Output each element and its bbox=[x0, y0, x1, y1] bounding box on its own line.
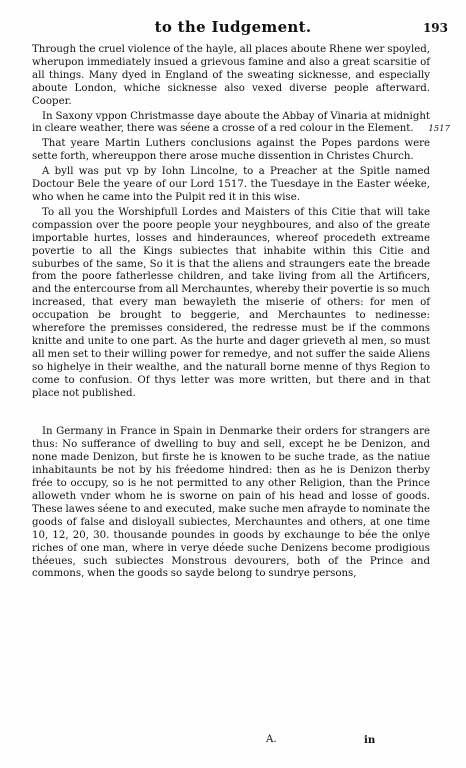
paragraph-luther-conclusions: That yeare Martin Luthers conclusions against the Popes pardons were sette forth, whereuppon there arose muche dissention in Christes Church. bbox=[32, 138, 430, 163]
paragraph-hail-famine: Through the cruel violence of the hayle, all places aboute Rhene wer spoyled, wherupon immediately insued a grievous famine and also a great scarsitie of all things. Many dyed in England of the sweating sicknesse, and especially aboute London, whiche sicknesse also vexed diverse people afterward. Cooper. bbox=[32, 44, 430, 107]
page-number: 193 bbox=[422, 21, 448, 35]
paragraph-lincolne-bill: A byll was put vp by Iohn Lincolne, to a Preacher at the Spitle named Doctour Bele the yeare of our Lord 1517. the Tuesdaye in the Easter wéeke, who when he came into the Pulpit red it in this wise. bbox=[32, 166, 430, 203]
paragraph-letter-text: To all you the Worshipfull Lordes and Maisters of this Citie that will take compassion over the poore people your neyghboures, and also of the greate importable hurtes, losses and hinderaunces, whereof procedeth extreame povertie to all the Kings subiectes that inhabite within this Citie and suburbes of the same, So it is that the aliens and straungers eate the breade from the poore fatherlesse children, and take living from all the Artificers, and the entercourse from all Merchauntes, whereby their povertie is so much increased, that every man bewayleth the miserie of others: for men of occupation be brought to beggerie, and Merchauntes to nedinesse: wherefore the premisses considered, the redresse must be if the commons knitte and unite to one part. As the hurte and dager grieveth al men, so must all men set to their willing power for remedye, and not suffer the saide Aliens so highelye in their wealthe, and the naturall borne menne of thys Region to come to confusion. Of thys letter was more written, but there and in that place not published. bbox=[32, 206, 430, 399]
catchword: in bbox=[364, 734, 376, 746]
body-text bbox=[32, 44, 430, 583]
running-head: to the Iudgement. bbox=[154, 18, 312, 36]
margin-date-note: 1517 bbox=[428, 124, 450, 134]
signature-mark: A. bbox=[266, 734, 277, 745]
paragraph-strangers-orders: In Germany in France in Spain in Denmarke their orders for strangers are thus: No sufferance of dwelling to buy and sell, except he be Denizon, and none made Denizon, but firste he is knowen to be suche trade, as the natiue inhabitaunts be not by his fréedome hindred: then as he is Denizon therby frée to occupy, so is he not permitted to any other Religion, than the Prince alloweth vnder whom he is sworne on pain of his head and losse of goods. These lawes séene to and executed, make suche men afrayde to nominate the goods of false and disloyall subiectes, Merchauntes and others, at one time 10, 12, 20, 30. thousande poundes in goods by exchaunge to bée the onlye riches of one man, where in verye déede suche Denizens become prodigious théeues, such subiectes Monstrous devourers, both of the Prince and commons, when the goods so sayde belong to sundrye persons, bbox=[32, 426, 430, 580]
paragraph-saxony-cross: In Saxony vppon Christmasse daye aboute the Abbay of Vinaria at midnight in cleare weather, there was séene a crosse of a red colour in the Element. bbox=[32, 110, 430, 135]
